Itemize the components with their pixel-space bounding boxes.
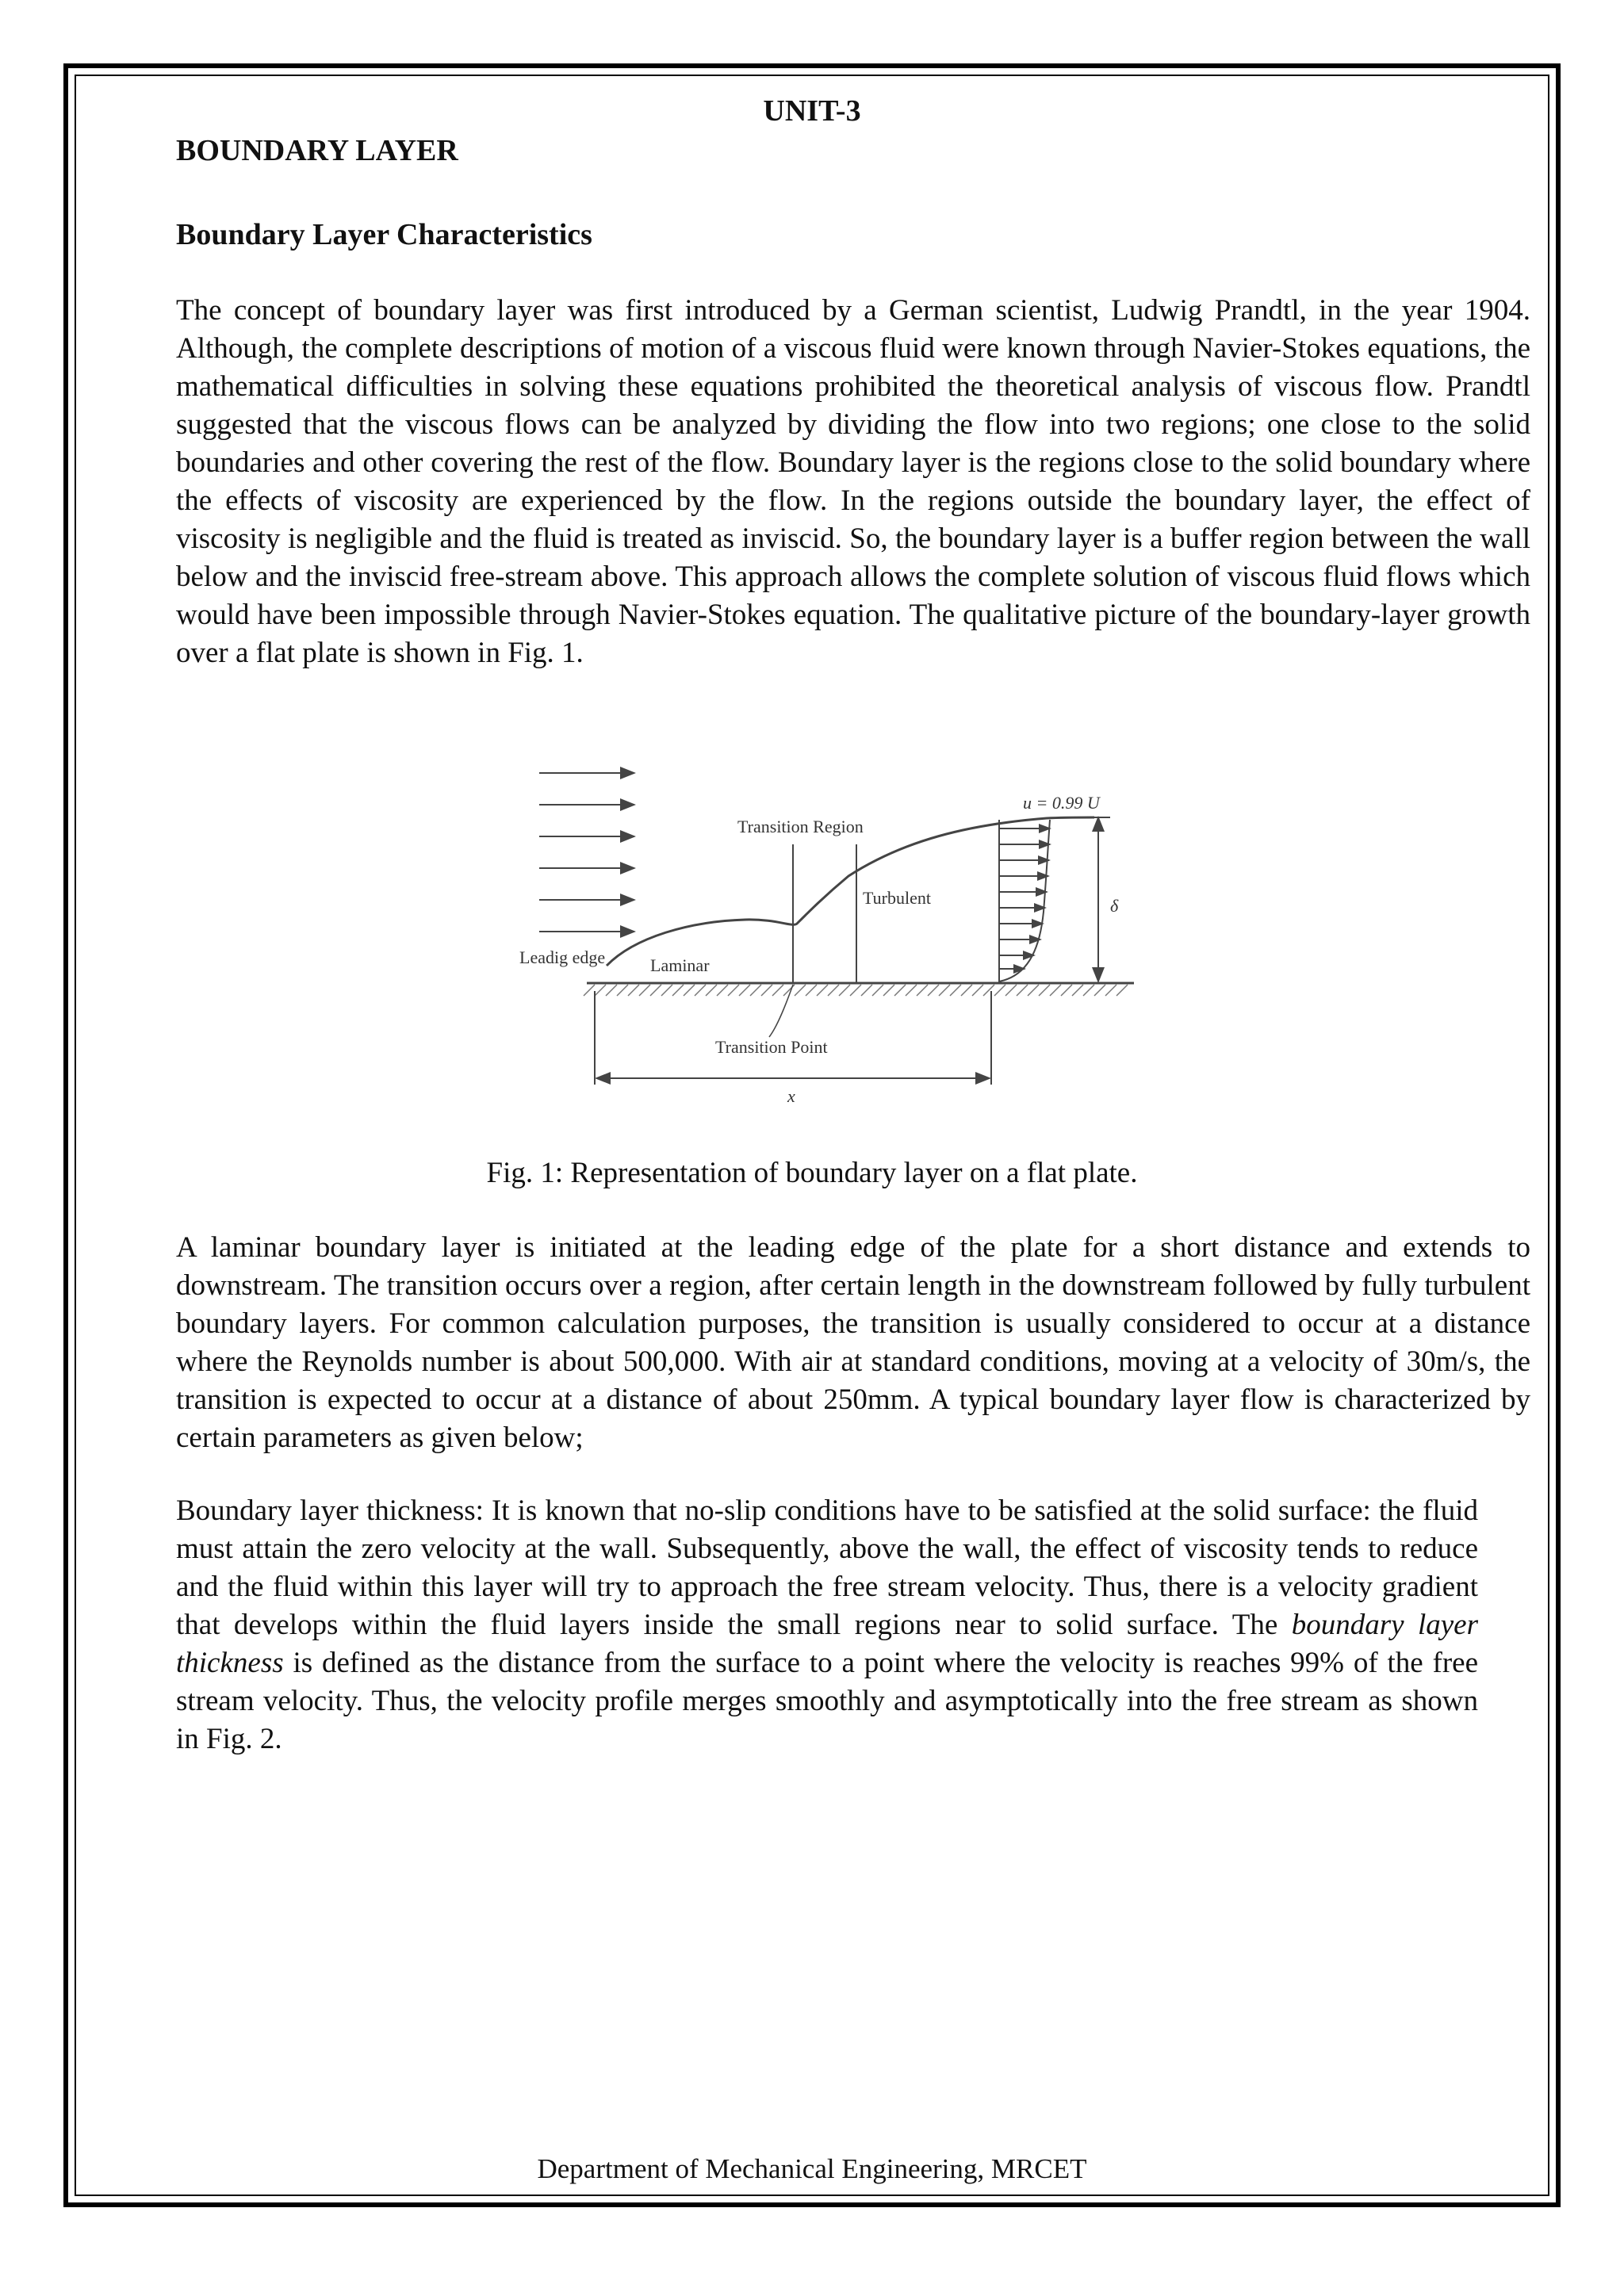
section-title: Boundary Layer Characteristics [176,218,592,251]
thickness-term: boundary layer thickness [176,1609,1478,1679]
plate-hatching [584,985,1128,996]
thickness-paragraph [176,1492,1478,1758]
chapter-title: BOUNDARY LAYER [176,134,458,167]
laminar-paragraph: A laminar boundary layer is initiated at the leading edge of the plate for a short distance and extends to downstream. The transition occurs over a region, after certain length in the downstream followed by fully turbulent boundary layers. For common calculation purposes, the transition is usually considered to occur at a distance where the Reynolds number is about 500,000. With air at standard conditions, moving at a velocity of 30m/s, the transition is expected to occur at a distance of about 250mm. A typical boundary layer flow is characterized by certain parameters as given below; [176,1231,1530,1454]
label-x: x [787,1086,795,1106]
label-leading-edge: Leadig edge [519,947,606,967]
velocity-profile [999,820,1050,983]
label-u-099: u = 0.99 U [1023,793,1100,813]
transition-point-leader [769,985,793,1037]
delta-dimension [1090,817,1110,983]
page-footer: Department of Mechanical Engineering, MRCET [537,2153,1087,2184]
thickness-text-end: is defined as the distance from the surface to a point where the velocity is reaches 99% of the free stream velocity. Thus, the velocity profile merges smoothly and asymptotically into the free stream as shown in Fig. 2. [176,1647,1478,1755]
label-delta: δ [1110,896,1119,916]
label-laminar: Laminar [650,955,710,975]
unit-heading: UNIT-3 [763,94,861,128]
free-stream-arrows [539,773,634,932]
boundary-layer-figure [508,753,1142,1118]
boundary-layer-diagram [508,753,1142,1118]
thickness-text-start: Boundary layer thickness: It is known that no-slip conditions have to be satisfied at the solid surface: the fluid must attain the zero velocity at the wall. Subsequently, above the wall, the effect of viscosity tends to reduce and the fluid within this layer will try to approach the free stream velocity. Thus, there is a velocity gradient that develops within the fluid layers inside the small regions near to solid surface. The [176,1494,1478,1641]
figure-caption: Fig. 1: Representation of boundary layer on a flat plate. [486,1157,1138,1189]
label-turbulent: Turbulent [863,888,931,908]
label-transition-region: Transition Region [737,817,864,836]
intro-paragraph: The concept of boundary layer was first introduced by a German scientist, Ludwig Prandtl, in the year 1904. Although, the complete descriptions of motion of a viscous fluid were known through Navier-Stokes equations, the mathematical difficulties in solving these equations prohibited the theoretical analysis of viscous flow. Prandtl suggested that the viscous flows can be analyzed by dividing the flow into two regions; one close to the solid boundaries and other covering the rest of the flow. Boundary layer is the regions close to the solid boundary where the effects of viscosity are experienced by the flow. In the regions outside the boundary layer, the effect of viscosity is negligible and the fluid is treated as inviscid. So, the boundary layer is a buffer region between the wall below and the inviscid free-stream above. This approach allows the complete solution of viscous fluid flows which would have been impossible through Navier-Stokes equation. The qualitative picture of the boundary-layer growth over a flat plate is shown in Fig. 1. [176,294,1530,669]
label-transition-point: Transition Point [715,1037,828,1057]
